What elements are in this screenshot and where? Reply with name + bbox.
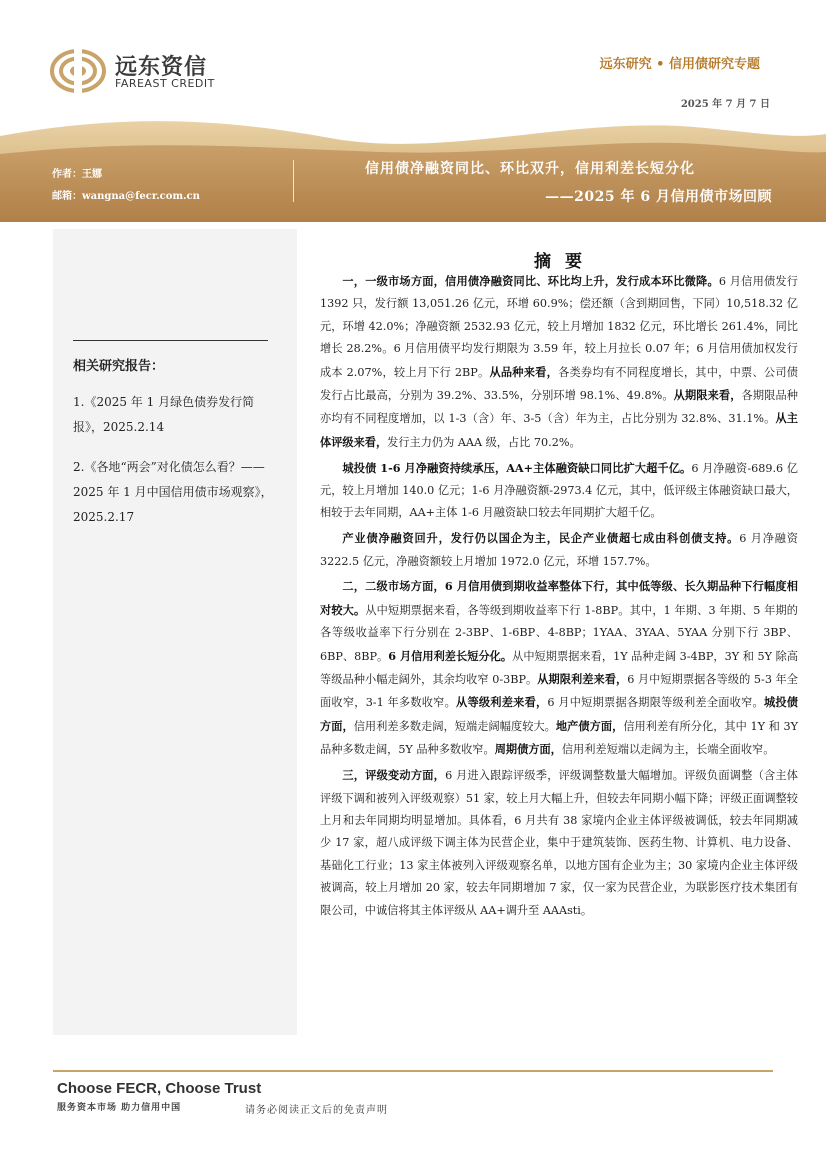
report-subtitle: ——2025 年 6 月信用债市场回顾 [545,189,772,205]
summary-title: 摘 要 [534,252,586,272]
inline-heading: 从等级利差来看， [456,695,548,710]
related-report-item[interactable]: 2.《各地“两会”对化债怎么看？——2025 年 1 月中国信用债市场观察》，2025.2.17 [73,460,273,524]
brand-name-en: FAREAST CREDIT [115,77,215,90]
report-series: 远东研究 • 信用债研究专题 [599,57,760,72]
footer-subslogan: 服务资本市场 助力信用中国 [57,1103,182,1113]
footer-slogan: Choose FECR, Choose Trust [57,1080,262,1097]
paragraph-text: 6 月净融资 3222.5 亿元，净融资额较上月增加 1972.0 亿元，环增 157.7%。 [320,532,798,568]
paragraph-lead: 三，评级变动方面， [342,768,446,783]
paragraph-lead: 城投债 1-6 月净融资持续承压，AA+主体融资缺口同比扩大超千亿。 [342,460,692,475]
summary-paragraph-primary-market [320,270,798,454]
paragraph-text: 信用利差多数走阔，短端走阔幅度较大。 [353,719,556,733]
inline-heading: 城投债方面， [320,695,798,733]
inline-heading: 6 月信用利差长短分化。 [388,648,513,663]
paragraph-text: 各类券均有不同程度增长，其中，中票、公司债发行占比最高，分别为 39.2%、33.5%，分别环增 98.1%、49.8%。 [320,365,798,403]
inline-heading: 地产债方面， [555,718,624,733]
paragraph-text: 从中短期票据来看，1Y 品种走阔 3-4BP，3Y 和 5Y 除高等级品种小幅走阔外，其余均收窄 0-3BP。 [320,649,799,687]
paragraph-text: 发行主力仍为 AAA 级，占比 70.2%。 [387,435,581,449]
paragraph-text: 6 月净融资-689.6 亿元，较上月增加 140.0 亿元；1-6 月净融资额-2973.4 亿元，其中，低评级主体融资缺口最大，相较于去年同期，AA+主体 1-6 月融资缺口较去年同期扩大超千亿。 [320,461,798,520]
inline-heading: 周期债方面， [494,742,562,757]
sidebar [53,229,297,1035]
inline-heading: 从主体评级来看， [320,411,798,449]
summary-body [320,270,798,924]
paragraph-text: 6 月中短期票据各期限等级利差全面收窄。 [547,696,764,710]
paragraph-text: 6 月进入跟踪评级季，评级调整数量大幅增加。评级负面调整（含主体评级下调和被列入评级观察）51 家，较上月大幅上升，但较去年同期小幅下降；评级正面调整较上月和去年同期均明显增加。具体看，6 月共有 38 家境内企业主体评级被调低，较去年同期减少 17 家，超八成评级下调主体为民营企业，集中于建筑装饰、医药生物、计算机、电力设备、基础化工行业；13 家主体被列入评级观察名单，以地方国有企业为主；30 家境内企业主体评级被调高，较上月增加 20 家，较去年同期增加 7 家，仅一家为民营企业，为联影医疗技术集团有限公司，中诚信将其主体评级从 AA+调升至 AAAsti。 [320,769,798,917]
paragraph-lead: 一，一级市场方面，信用债净融资同比、环比均上升，发行成本环比微降。 [342,274,719,288]
inline-heading: 从期限来看， [673,388,742,403]
company-logo-icon [50,48,106,94]
related-reports-heading: 相关研究报告： [73,359,165,374]
footer-disclaimer: 请务必阅读正文后的免责声明 [245,1105,388,1116]
inline-heading: 从品种来看， [489,364,559,379]
header-divider [293,160,294,202]
inline-heading: 从期限利差来看， [537,672,628,687]
summary-paragraph-industrial-bonds [320,527,798,573]
paragraph-text: 信用利差短端以走阔为主，长端全面收窄。 [561,743,775,757]
summary-paragraph-urban-investment [320,457,798,525]
author-email: 邮箱：wangna@fecr.com.cn [52,191,200,202]
brand-name-cn: 远东资信 [115,55,208,80]
author: 作者：王娜 [52,169,102,180]
paragraph-text: 从中短期票据来看，各等级到期收益率下行 1-8BP。其中，1 年期、3 年期、5 年期的各等级收益率下行分别在 2-3BP、1-6BP、4-8BP；1YAA、3YAA、5YAA 分别下行 3BP、6BP、8BP。 [320,603,798,663]
paragraph-text: 6 月中短期票据各等级的 5-3 年全面收窄，3-1 年多数收窄。 [320,673,798,710]
footer-divider [53,1070,773,1072]
paragraph-text: 6 月信用债发行 1392 只，发行额 13,051.26 亿元，环增 60.9%；偿还额（含到期回售，下同）10,518.32 亿元，环增 42.0%；净融资额 2532.93 亿元，较上月增加 1832 亿元，环比增长 261.4%，同比增长 28.2%。6 月信用债平均发行期限为 3.59 年，较上月拉长 0.07 年；6 月信用债加权发行成本 2.07%，较上月下行 2BP。 [320,275,798,379]
summary-paragraph-secondary-market [320,575,798,761]
report-date: 2025 年 7 月 7 日 [680,99,770,110]
related-report-item[interactable]: 1.《2025 年 1 月绿色债券发行简报》，2025.2.14 [73,395,255,434]
report-title: 信用债净融资同比、环比双升，信用利差长短分化 [365,161,695,177]
paragraph-lead: 产业债净融资回升，发行仍以国企为主，民企产业债超七成由科创债支持。 [342,531,740,546]
summary-paragraph-rating-changes [320,764,798,922]
paragraph-text: 信用利差有所分化，其中 1Y 和 3Y 品种多数走阔，5Y 品种多数收窄。 [320,719,798,757]
paragraph-text: 各期限品种亦均有不同程度增加，以 1-3（含）年、3-5（含）年为主，占比分别为 32.8%、31.1%。 [320,389,798,426]
paragraph-lead: 二，二级市场方面，6 月信用债到期收益率整体下行，其中低等级、长久期品种下行幅度相对较大。 [320,579,798,617]
sidebar-divider [73,340,268,341]
